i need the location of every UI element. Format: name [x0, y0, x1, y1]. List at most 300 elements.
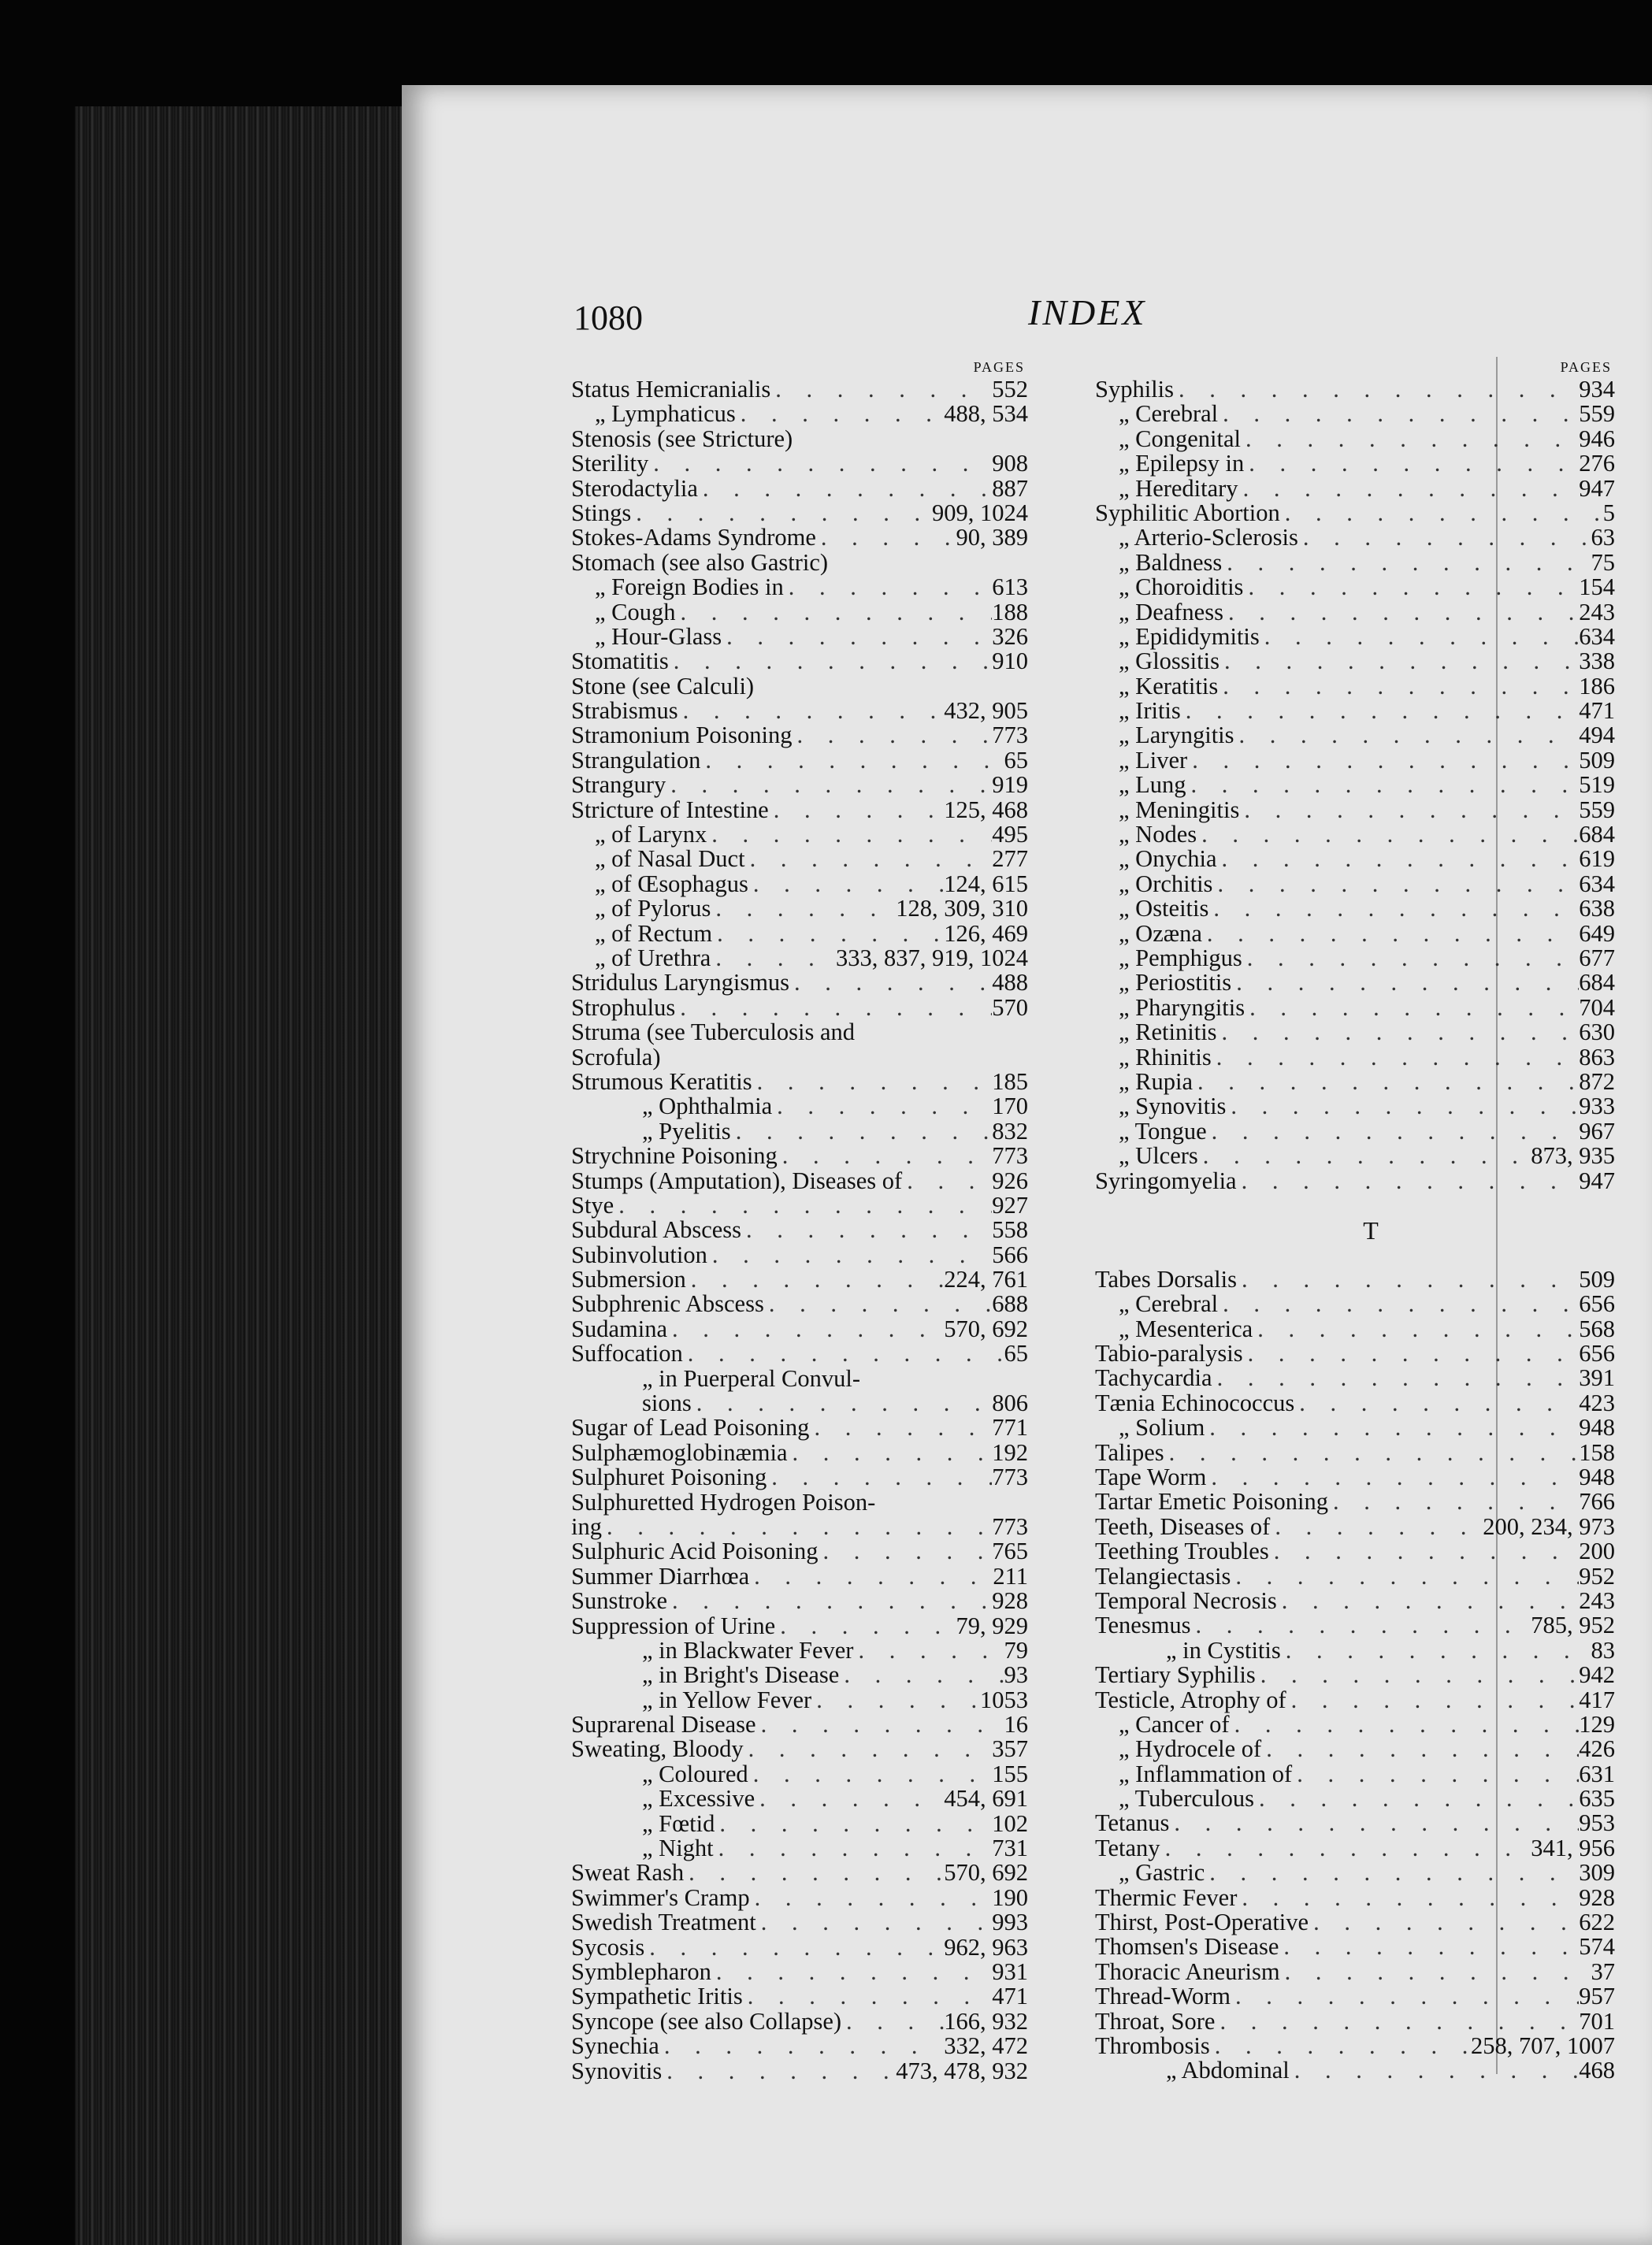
index-entry [571, 1539, 1028, 1564]
index-term: „ Excessive [642, 1785, 755, 1813]
leader-dots [1245, 996, 1579, 1020]
index-term: Subinvolution [571, 1241, 707, 1268]
page-references: 967 [1579, 1117, 1615, 1145]
index-term: Struma (see Tuberculosis and [571, 1019, 856, 1046]
index-term: Stomatitis [571, 648, 669, 675]
index-term: Tetany [1095, 1834, 1160, 1861]
index-term: Stramonium Poisoning [571, 722, 793, 749]
leader-dots [1218, 674, 1579, 699]
page-references: 704 [1579, 993, 1615, 1021]
index-term: „ in Bright's Disease [642, 1661, 840, 1689]
page-references: 83 [1591, 1636, 1615, 1664]
index-term: „ Rupia [1119, 1067, 1194, 1095]
leader-dots [707, 1243, 992, 1267]
page-references: 993 [992, 1909, 1028, 1936]
index-term: „ Onychia [1119, 845, 1217, 873]
index-entry [1095, 377, 1615, 402]
index-term: „ Hereditary [1119, 474, 1238, 502]
index-entry [1095, 919, 1615, 947]
index-entry [571, 575, 1028, 599]
page-references: 928 [1579, 1883, 1615, 1911]
index-entry [571, 1935, 1028, 1960]
leader-dots [1217, 847, 1580, 871]
index-term: Stomach (see also Gastric) [571, 548, 829, 576]
index-entry [1095, 1910, 1615, 1935]
leader-dots [602, 1515, 992, 1539]
index-term: Strangulation [571, 746, 701, 774]
leader-dots [1253, 1317, 1579, 1341]
leader-dots [1218, 402, 1579, 426]
page-references: 559 [1579, 400, 1615, 428]
page-references: 630 [1579, 1019, 1615, 1046]
index-entry [1095, 1613, 1615, 1638]
index-entry [571, 402, 1028, 426]
index-term: „ Tongue [1119, 1117, 1207, 1145]
index-term: Sympathetic Iritis [571, 1983, 743, 2010]
index-term: „ in Yellow Fever [642, 1686, 812, 1713]
index-term: „ Cerebral [1119, 400, 1219, 428]
index-term: „ Laryngitis [1119, 722, 1234, 749]
page-references: 948 [1579, 1414, 1615, 1442]
index-entry [1095, 1020, 1615, 1045]
page-references: 341, 956 [1531, 1834, 1615, 1861]
leader-dots [1217, 1020, 1580, 1045]
leader-dots [1309, 1910, 1579, 1935]
index-entry [1095, 1341, 1615, 1366]
index-term: „ Ozæna [1119, 919, 1202, 947]
leader-dots [722, 625, 992, 649]
page-references: 684 [1579, 821, 1615, 848]
index-term: „ of Nasal Duct [595, 845, 745, 873]
index-term: Tenesmus [1095, 1612, 1191, 1639]
index-term: „ Hour-Glass [595, 622, 722, 650]
book-page [402, 85, 1652, 2245]
index-entry [571, 723, 1028, 748]
index-term: „ of Rectum [595, 919, 713, 947]
index-term: „ Orchitis [1119, 870, 1213, 897]
index-term: ing [571, 1512, 602, 1540]
page-references: 243 [1579, 598, 1615, 625]
index-term: „ Retinitis [1119, 1019, 1217, 1046]
leader-dots [816, 525, 956, 550]
book-page-edges [75, 106, 406, 2245]
index-term: Teeth, Diseases of [1095, 1512, 1271, 1540]
index-term: „ Pharyngitis [1119, 993, 1245, 1021]
page-references: 570, 692 [944, 1315, 1028, 1342]
index-entry [571, 1317, 1028, 1341]
index-entry [571, 1638, 1028, 1663]
leader-dots [1231, 970, 1579, 995]
leader-dots [736, 402, 945, 426]
index-entry [571, 970, 1028, 995]
page-references: 887 [992, 474, 1028, 502]
index-entry [1095, 427, 1615, 451]
leader-dots [743, 1984, 993, 2009]
index-term: „ Congenital [1119, 425, 1242, 452]
pages-column-label: PAGES [1560, 359, 1612, 375]
page-references: 65 [1004, 1340, 1028, 1367]
page-references: 634 [1579, 622, 1615, 650]
page-references: 509 [1579, 746, 1615, 774]
index-entry [1095, 1512, 1615, 1540]
index-term: Sulphuric Acid Poisoning [571, 1538, 819, 1565]
page-references: 454, 691 [944, 1785, 1028, 1813]
index-entry [571, 2034, 1028, 2058]
leader-dots [678, 699, 945, 723]
page-references: 155 [992, 1760, 1028, 1787]
page-references: 926 [992, 1167, 1028, 1194]
index-entry [571, 1564, 1028, 1589]
leader-dots [1280, 501, 1603, 525]
leader-dots [1243, 575, 1579, 599]
page-references: 357 [992, 1735, 1028, 1763]
leader-dots [614, 1193, 992, 1218]
index-entry [1095, 1416, 1615, 1440]
index-entry [571, 649, 1028, 674]
index-entry [571, 2009, 1028, 2034]
index-entry [1095, 872, 1615, 896]
index-entry [571, 2059, 1028, 2084]
leader-dots [756, 1910, 993, 1935]
index-term: „ Cough [595, 598, 676, 625]
leader-dots [1292, 1762, 1579, 1787]
index-entry [571, 1663, 1028, 1687]
leader-dots [1210, 2034, 1471, 2058]
index-entry [1095, 1710, 1615, 1738]
leader-dots [764, 1292, 992, 1316]
leader-dots [1222, 551, 1591, 575]
leader-dots [707, 822, 992, 847]
index-term: „ Hydrocele of [1119, 1735, 1262, 1763]
index-entry [1095, 451, 1615, 476]
index-term: Stridulus Laryngismus [571, 969, 790, 996]
index-entry [571, 1614, 1028, 1638]
page-number: 1080 [574, 299, 643, 337]
leader-dots [788, 1441, 993, 1465]
leader-dots [770, 377, 992, 402]
page-references: 224, 761 [944, 1266, 1028, 1293]
leader-dots [692, 1391, 993, 1416]
index-entry [571, 1218, 1028, 1242]
page-references: 806 [992, 1390, 1028, 1417]
index-term: Sugar of Lead Poisoning [571, 1414, 810, 1442]
page-references: 192 [992, 1438, 1028, 1466]
section-letter-heading: T [1363, 1215, 1379, 1245]
leader-dots [778, 1144, 992, 1168]
index-term: Strychnine Poisoning [571, 1142, 778, 1170]
index-term: Tertiary Syphilis [1095, 1661, 1256, 1689]
index-entry [1095, 1811, 1615, 1835]
leader-dots [1328, 1490, 1579, 1514]
page-references: 910 [992, 648, 1028, 675]
index-term: Strumous Keratitis [571, 1067, 752, 1095]
index-entry [1095, 1317, 1615, 1341]
leader-dots [1212, 1045, 1579, 1070]
index-term: Thrombosis [1095, 2032, 1210, 2059]
index-entry [571, 1341, 1028, 1366]
index-entry [571, 1045, 1028, 1070]
page-references: 568 [1579, 1315, 1615, 1342]
index-term: Telangiectasis [1095, 1562, 1231, 1590]
leader-dots [1279, 1935, 1579, 1959]
index-term: „ Pemphigus [1119, 944, 1242, 971]
leader-dots [1187, 748, 1579, 773]
index-entry [1095, 575, 1615, 599]
index-entry [571, 1762, 1028, 1787]
index-term: Stricture of Intestine [571, 796, 769, 823]
leader-dots [1218, 1292, 1579, 1316]
leader-dots [1207, 1119, 1580, 1144]
index-term: „ in Blackwater Fever [642, 1636, 854, 1664]
leader-dots [676, 600, 993, 625]
index-term: „ Coloured [642, 1760, 748, 1787]
index-entry [571, 1861, 1028, 1885]
page-references: 494 [1579, 722, 1615, 749]
leader-dots [659, 2034, 944, 2058]
index-term: „ Solium [1119, 1414, 1205, 1442]
index-entry [1095, 773, 1615, 797]
index-term: Submersion [571, 1266, 686, 1293]
page-references: 426 [1579, 1735, 1615, 1763]
page-references: 488 [992, 969, 1028, 996]
leader-dots [1254, 1787, 1579, 1811]
index-term: Stumps (Amputation), Diseases of [571, 1167, 903, 1194]
index-entry [1095, 1045, 1615, 1070]
page-references: 908 [992, 450, 1028, 477]
index-entry [571, 1243, 1028, 1267]
index-term: Tetanus [1095, 1809, 1170, 1837]
index-term: Swimmer's Cramp [571, 1883, 750, 1911]
index-term: „ Glossitis [1119, 648, 1220, 675]
leader-dots [745, 847, 993, 871]
index-entry [571, 1836, 1028, 1861]
page-references: 634 [1579, 870, 1615, 897]
index-term: „ Ulcers [1119, 1142, 1198, 1170]
index-term: sions [642, 1390, 692, 1417]
index-term: „ of Urethra [595, 944, 711, 971]
index-entry [1095, 1984, 1615, 2009]
index-entry [1095, 674, 1615, 699]
page-references: 37 [1591, 1957, 1615, 1985]
index-entry [1095, 1737, 1615, 1761]
page-references: 129 [1579, 1710, 1615, 1738]
index-entry [571, 474, 1028, 502]
page-references: 928 [992, 1587, 1028, 1615]
page-references: 574 [1579, 1933, 1615, 1961]
index-entry [571, 1267, 1028, 1292]
leader-dots [712, 922, 944, 946]
index-term: „ Lung [1119, 771, 1186, 799]
leader-dots [741, 1218, 992, 1242]
leader-dots [715, 1812, 992, 1836]
page-references: 631 [1579, 1760, 1615, 1787]
leader-dots [683, 1341, 1004, 1366]
leader-dots [1205, 1861, 1579, 1885]
index-entry [571, 377, 1028, 402]
page-references: 684 [1579, 969, 1615, 996]
index-term: Syphilitic Abortion [1095, 499, 1280, 526]
page-references: 154 [1579, 573, 1615, 601]
index-entry [571, 622, 1028, 650]
index-entry [1095, 1638, 1615, 1663]
index-entry [1095, 699, 1615, 723]
leader-dots [1261, 1737, 1579, 1761]
index-term: Sweat Rash [571, 1859, 685, 1887]
page-references: 638 [1579, 895, 1615, 922]
page-references: 473, 478, 932 [896, 2057, 1028, 2084]
index-entry [1095, 501, 1615, 525]
index-entry [1095, 1267, 1615, 1292]
leader-dots [1294, 1391, 1579, 1416]
index-term: Sunstroke [571, 1587, 667, 1615]
index-term: Subphrenic Abscess [571, 1290, 764, 1318]
leader-dots [662, 2059, 896, 2084]
index-term: „ Osteitis [1119, 895, 1209, 922]
index-term: Sterility [571, 450, 649, 477]
leader-dots [853, 1638, 1004, 1663]
index-entry [571, 1688, 1028, 1713]
leader-dots [1237, 1886, 1579, 1910]
page-references: 952 [1579, 1562, 1615, 1590]
index-entry [571, 1067, 1028, 1095]
index-entry [571, 1391, 1028, 1416]
index-column-right [1095, 357, 1615, 2084]
leader-dots [1286, 1688, 1580, 1713]
index-term: „ Rhinitis [1119, 1043, 1212, 1071]
leader-dots [755, 1787, 944, 1811]
page-references: 649 [1579, 919, 1615, 947]
index-term: Thomsen's Disease [1095, 1933, 1279, 1961]
page-references: 63 [1591, 524, 1615, 551]
leader-dots [841, 2009, 944, 2034]
page-references: 909, 1024 [932, 499, 1028, 526]
index-entry [1095, 2058, 1615, 2083]
index-term: Sycosis [571, 1933, 645, 1961]
leader-dots [669, 649, 993, 674]
page-references: 16 [1004, 1711, 1028, 1738]
leader-dots [666, 773, 992, 797]
leader-dots [644, 1935, 944, 1960]
index-entry [1095, 1762, 1615, 1787]
index-term: „ Ophthalmia [642, 1093, 773, 1120]
page-references: 128, 309, 310 [896, 895, 1028, 922]
page-references: 519 [1579, 771, 1615, 799]
index-term: Status Hemicranialis [571, 376, 771, 403]
leader-dots [1208, 896, 1579, 921]
index-entry [1095, 1688, 1615, 1713]
index-entry [1095, 970, 1615, 995]
index-entry [1095, 1067, 1615, 1095]
index-term: Tænia Echinococcus [1095, 1389, 1295, 1416]
leader-dots [811, 1688, 980, 1713]
leader-dots [1281, 1638, 1591, 1663]
leader-dots [769, 798, 945, 822]
page-references: 170 [992, 1093, 1028, 1120]
index-term: Synovitis [571, 2057, 663, 2084]
index-term: „ Gastric [1119, 1859, 1205, 1887]
index-term: Tartar Emetic Poisoning [1095, 1488, 1329, 1516]
index-entry [1095, 1119, 1615, 1144]
page-references: 185 [992, 1067, 1028, 1095]
page-references: 338 [1579, 648, 1615, 675]
page-references: 468 [1579, 2057, 1615, 2084]
index-entry [1095, 474, 1615, 502]
leader-dots [731, 1119, 993, 1144]
index-entry [1095, 1292, 1615, 1316]
index-term: „ Synovitis [1119, 1093, 1227, 1120]
index-term: Thread-Worm [1095, 1983, 1231, 2010]
index-entry-list [571, 377, 1028, 2084]
index-entry [571, 1292, 1028, 1316]
leader-dots [1269, 1539, 1580, 1564]
leader-dots [1244, 451, 1579, 476]
index-entry [1095, 1366, 1615, 1390]
page-references: 619 [1579, 845, 1615, 873]
page-references: 158 [1579, 1438, 1615, 1466]
index-term: „ Inflammation of [1119, 1760, 1293, 1787]
index-term: Thoracic Aneurism [1095, 1957, 1280, 1985]
index-term: „ of Œsophagus [595, 870, 748, 897]
page-references: 773 [992, 1142, 1028, 1170]
page-references: 948 [1579, 1464, 1615, 1491]
index-term: „ Abdominal [1166, 2057, 1290, 2084]
page-references: 613 [992, 573, 1028, 601]
page-references: 765 [992, 1538, 1028, 1565]
page-references: 731 [992, 1835, 1028, 1862]
leader-dots [1231, 1564, 1579, 1589]
page-references: 79, 929 [956, 1612, 1028, 1639]
index-term: Sterodactylia [571, 474, 698, 502]
page-references: 931 [992, 1958, 1028, 1985]
index-entry [1095, 1861, 1615, 1885]
index-entry [1095, 1957, 1615, 1985]
index-entry [1095, 748, 1615, 773]
leader-dots [1242, 946, 1580, 970]
index-entry [1095, 1438, 1615, 1466]
page-references: 75 [1591, 548, 1615, 576]
index-term: Sulphuretted Hydrogen Poison- [571, 1488, 876, 1516]
page-references: 773 [992, 722, 1028, 749]
index-entry [571, 1589, 1028, 1613]
index-term: Sulphuret Poisoning [571, 1464, 767, 1491]
index-entry [1095, 525, 1615, 550]
index-entry [571, 1960, 1028, 1984]
leader-dots [1226, 1094, 1579, 1119]
page-references: 124, 615 [944, 870, 1028, 897]
index-entry [1095, 896, 1615, 921]
index-entry [571, 896, 1028, 921]
index-entry [571, 427, 1028, 451]
leader-dots [756, 1713, 1004, 1737]
index-entry [1095, 1663, 1615, 1687]
index-term: „ Iritis [1119, 697, 1181, 725]
index-entry [1095, 1836, 1615, 1861]
leader-dots [1197, 822, 1579, 847]
index-term: Throat, Sore [1095, 2007, 1216, 2035]
index-term: Stye [571, 1191, 614, 1219]
index-entry [571, 1438, 1028, 1466]
index-entry [571, 1169, 1028, 1193]
leader-dots [792, 723, 992, 748]
page-references: 258, 707, 1007 [1471, 2032, 1615, 2059]
leader-dots [1169, 1811, 1579, 1835]
leader-dots [1230, 1713, 1580, 1737]
index-entry [571, 1490, 1028, 1515]
index-term: Scrofula) [571, 1043, 661, 1071]
leader-dots [684, 1861, 944, 1885]
leader-dots [698, 477, 992, 501]
leader-dots [1205, 1416, 1579, 1440]
